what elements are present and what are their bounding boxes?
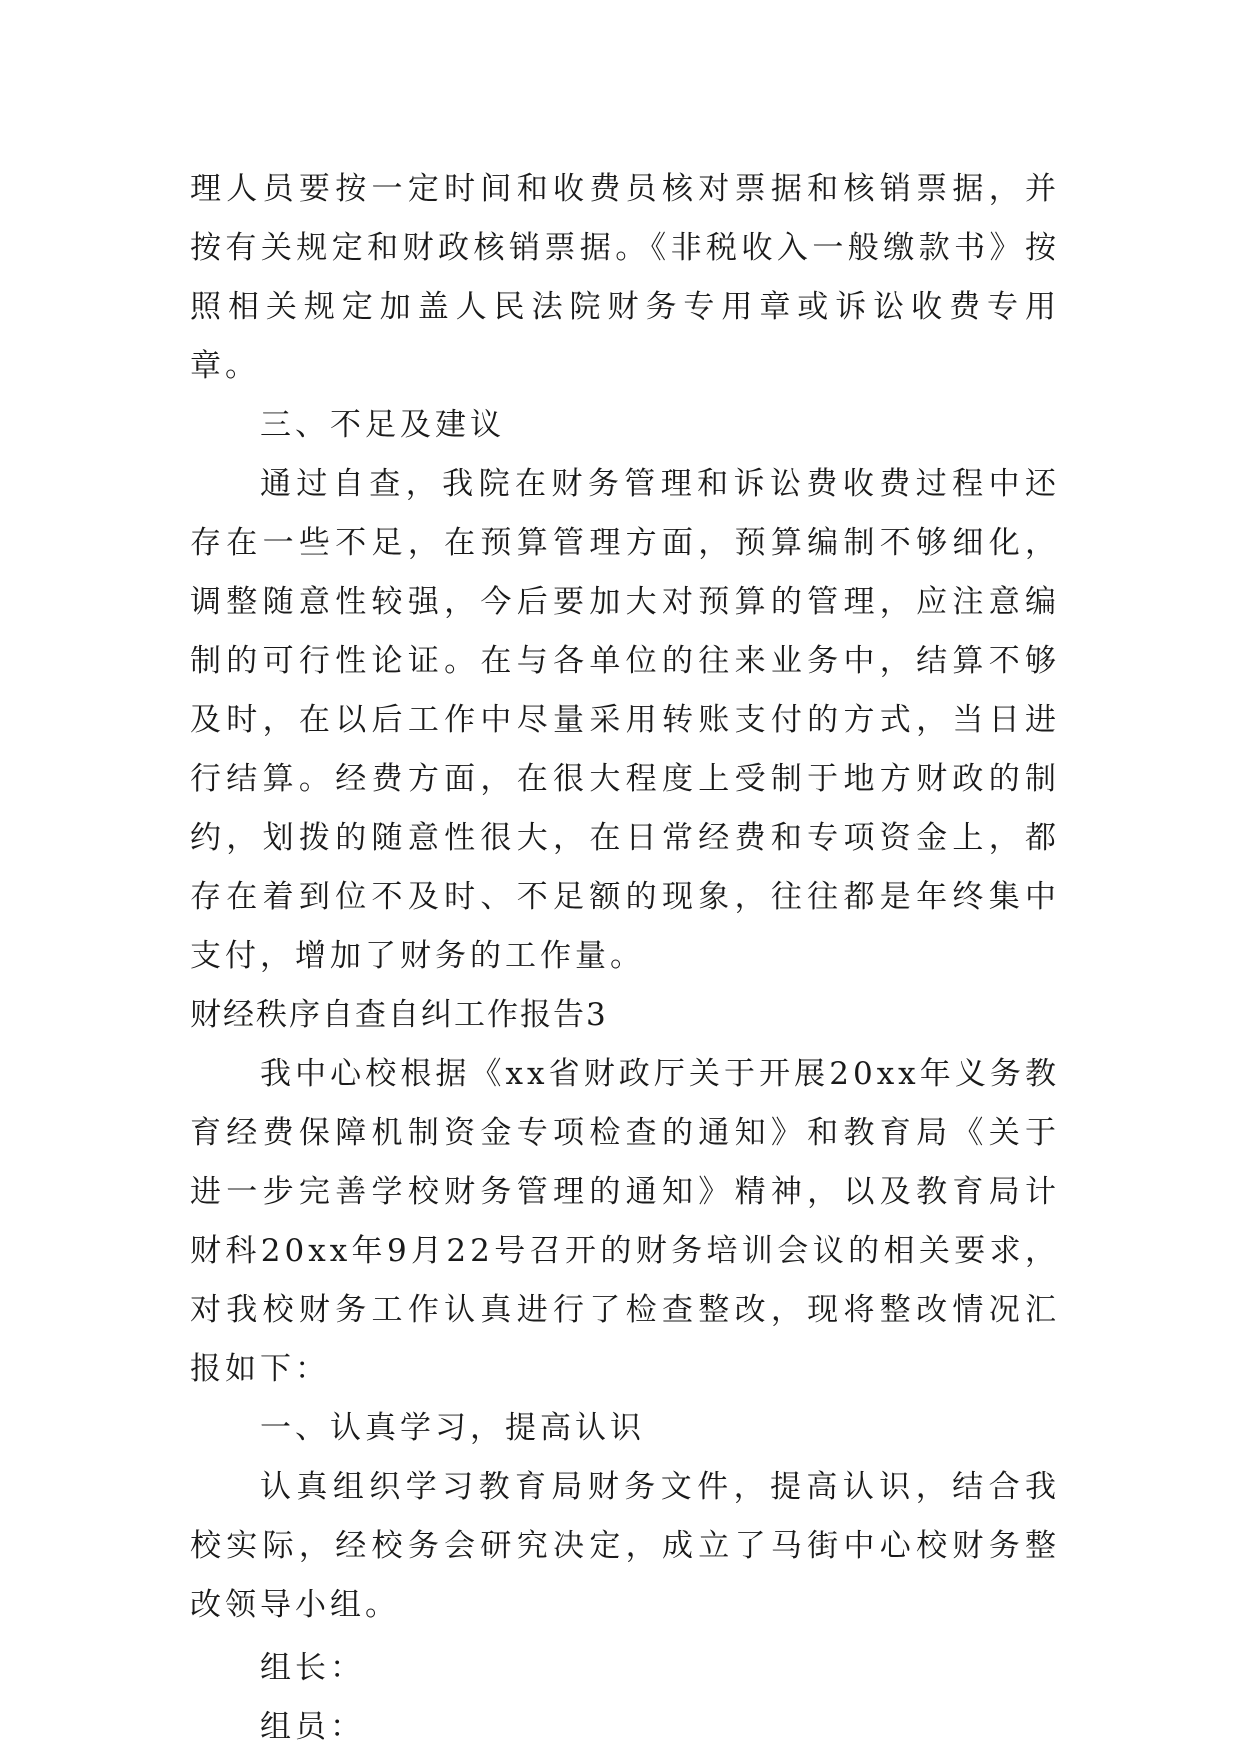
section-heading-shortcomings: 三、不足及建议 bbox=[260, 407, 505, 443]
group-members-line: 组员： bbox=[260, 1709, 365, 1745]
group-leader-line: 组长： bbox=[260, 1650, 365, 1686]
report-title: 财经秩序自查自纠工作报告3 bbox=[190, 997, 608, 1033]
document-page bbox=[190, 160, 1060, 1757]
paragraph-receipt-verification: 理人员要按一定时间和收费员核对票据和核销票据，并按有关规定和财政核销票据。《非税收入一般缴款书》按照相关规定加盖人民法院财务专用章或诉讼收费专用章。 bbox=[190, 171, 1060, 384]
paragraph-self-inspection: 通过自查，我院在财务管理和诉讼费收费过程中还存在一些不足，在预算管理方面，预算编制不够细化，调整随意性较强，今后要加大对预算的管理，应注意编制的可行性论证。在与各单位的往来业务中，结算不够及时，在以后工作中尽量采用转账支付的方式，当日进行结算。经费方面，在很大程度上受制于地方财政的制约，划拨的随意性很大，在日常经费和专项资金上，都存在着到位不及时、不足额的现象，往往都是年终集中支付，增加了财务的工作量。 bbox=[190, 466, 1060, 974]
section-heading-study: 一、认真学习，提高认识 bbox=[260, 1410, 645, 1446]
paragraph-report-intro: 我中心校根据《xx省财政厅关于开展20xx年义务教育经费保障机制资金专项检查的通知》和教育局《关于进一步完善学校财务管理的通知》精神，以及教育局计财科20xx年9月22号召开的财务培训会议的相关要求，对我校财务工作认真进行了检查整改，现将整改情况汇报如下： bbox=[190, 1056, 1060, 1387]
paragraph-leadership-group: 认真组织学习教育局财务文件，提高认识，结合我校实际，经校务会研究决定，成立了马街中心校财务整改领导小组。 bbox=[190, 1469, 1060, 1623]
